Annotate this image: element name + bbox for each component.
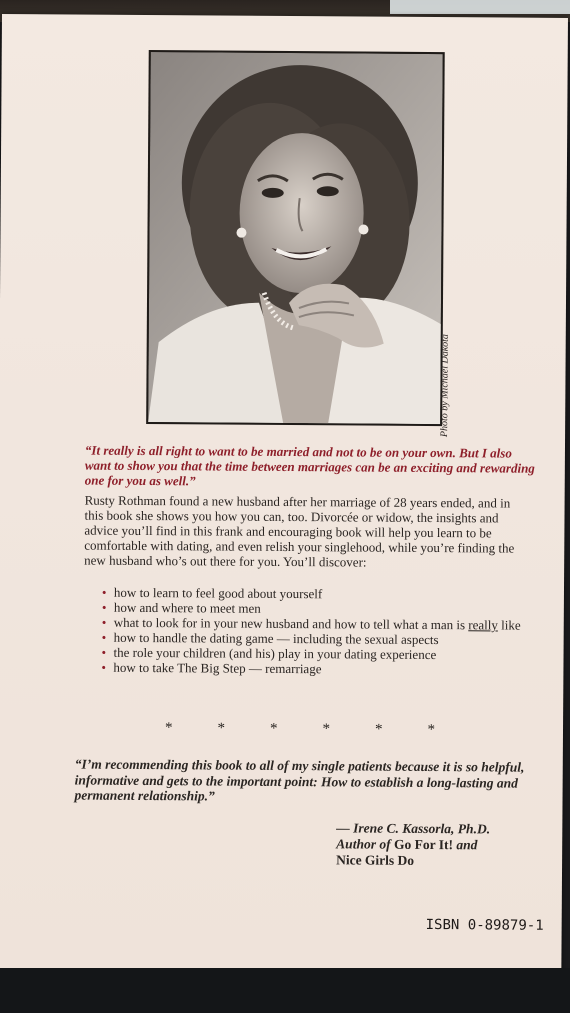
isbn: ISBN 0-89879-1 — [425, 916, 544, 934]
star-icon: * — [269, 720, 278, 737]
endorsement-quote: “I’m recommending this book to all of my single patients because it is so helpful, informative and gets to the important point: How to establish a long-lasting and permanent relationship.” — [74, 756, 525, 804]
star-icon: * — [217, 720, 226, 737]
list-item: • how to learn to feel good about yourself — [101, 584, 323, 602]
list-item: • what to look for in your new husband and how to tell what a man is really like — [101, 614, 521, 633]
bullet-dot-icon: • — [101, 659, 107, 675]
endorser-name: — Irene C. Kassorla, Ph.D. — [336, 820, 491, 837]
list-item: • how to handle the dating game — including the sexual aspects — [101, 629, 439, 648]
pull-quote: “It really is all right to want to be married and not to be on your own. But I also want to show you that the time between marriages can be an exciting and rewarding one for you as well.” — [84, 442, 535, 489]
book-description: Rusty Rothman found a new husband after her marriage of 28 years ended, and in this book she shows you how you can, too. Divorcée or widow, the insights and advice you’ll find in this frank and encouraging book will help you learn to be comfortable with dating, and even relish your singlehood, while you’re finding the new husband who’s out there for you. You’ll discover: — [84, 492, 515, 570]
author-portrait-image — [148, 52, 443, 424]
list-item: • the role your children (and his) play in your dating experience — [101, 644, 437, 663]
endorser-role: Author of Go For It! and — [336, 836, 478, 853]
background-bottom — [0, 968, 570, 1013]
star-icon: * — [322, 721, 331, 738]
bullet-dot-icon: • — [101, 614, 107, 630]
author-photo — [146, 50, 445, 426]
endorsement-attribution — [336, 820, 536, 869]
star-icon: * — [427, 721, 436, 739]
star-divider — [165, 720, 435, 739]
bullet-dot-icon: • — [101, 629, 107, 645]
endorser-book-1: Go For It! — [393, 836, 454, 853]
light-glint — [390, 0, 570, 14]
star-icon: * — [374, 721, 383, 738]
list-item: • how and where to meet men — [101, 599, 261, 616]
book-back-cover — [0, 14, 568, 976]
star-icon: * — [164, 720, 173, 737]
discover-list — [101, 585, 522, 678]
emphasis-really: really — [468, 617, 498, 633]
list-item: • how to take The Big Step — remarriage — [101, 659, 322, 677]
photo-credit: Photo by Michael Dakota — [439, 334, 451, 438]
bullet-dot-icon: • — [101, 644, 107, 660]
endorser-book-2: Nice Girls Do — [336, 852, 415, 868]
bullet-dot-icon: • — [101, 599, 107, 615]
bullet-dot-icon: • — [101, 584, 107, 600]
